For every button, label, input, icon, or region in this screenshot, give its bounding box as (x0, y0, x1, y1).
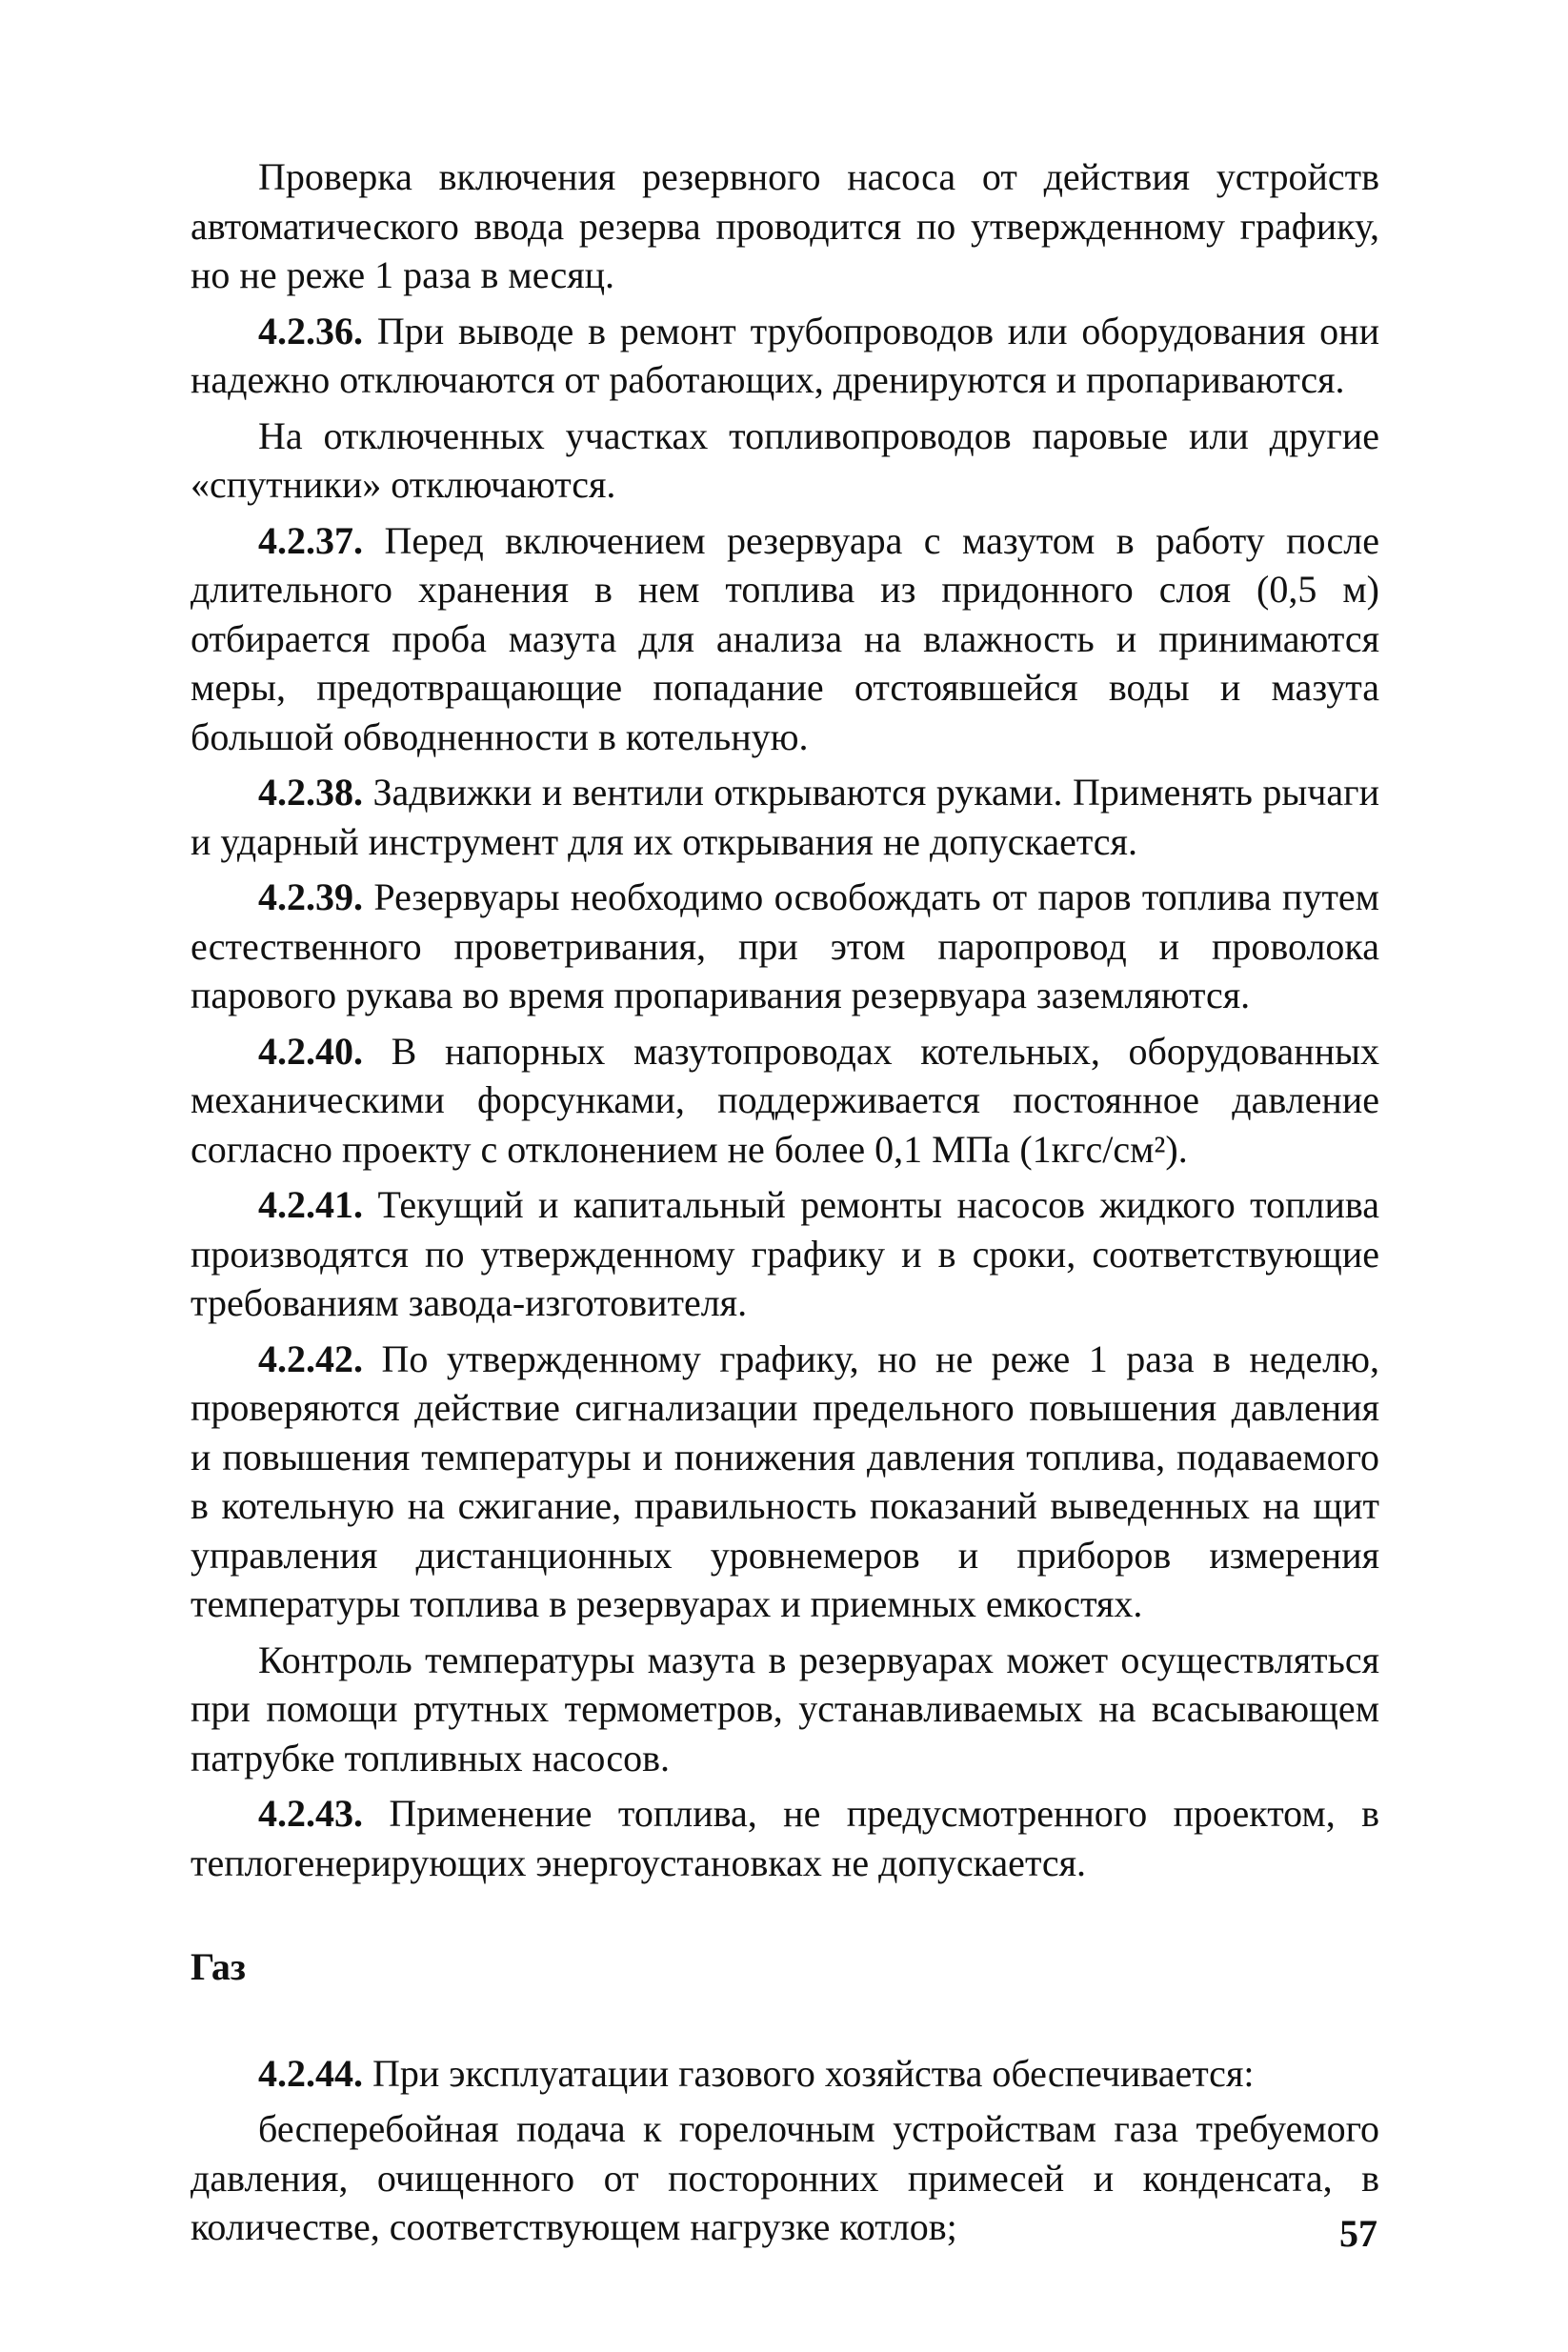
paragraph-4-2-41 (191, 1180, 1379, 1328)
paragraph-4-2-39 (191, 873, 1379, 1020)
paragraph-text: Применение топлива, не предусмотренного проектом, в теплогенерирующих энергоустановках не допускается. (191, 1792, 1379, 1884)
paragraph-text: При выводе в ремонт трубопроводов или оборудования они надежно отключаются от работающих, дренируются и пропариваются. (191, 309, 1379, 401)
clause-number: 4.2.37. (258, 518, 363, 562)
section-heading-gas: Газ (191, 1945, 247, 1988)
paragraph-gas-supply (191, 2104, 1379, 2252)
clause-number: 4.2.44. (258, 2051, 363, 2095)
paragraph-4-2-44 (191, 2049, 1379, 2099)
text-block-before-heading (191, 152, 1379, 1887)
paragraph-text: При эксплуатации газового хозяйства обеспечивается: (363, 2051, 1255, 2095)
clause-number: 4.2.36. (258, 309, 363, 352)
paragraph-4-2-42 (191, 1335, 1379, 1629)
clause-number: 4.2.41. (258, 1183, 363, 1226)
paragraph-text: Проверка включения резервного насоса от действия устройств автоматического ввода резерва проводится по утвержденному графику, но не реже 1 раза в месяц. (191, 155, 1379, 296)
paragraph-4-2-36 (191, 307, 1379, 405)
paragraph-4-2-37 (191, 516, 1379, 762)
paragraph-text: бесперебойная подача к горелочным устройствам газа требуемого давления, очищенного от посторонних примесей и конденсата, в количестве, соответствующем нагрузке котлов; (191, 2107, 1379, 2248)
clause-number: 4.2.43. (258, 1792, 363, 1835)
paragraph-text: В напорных мазутопроводах котельных, оборудованных механическими форсунками, поддерживается постоянное давление согласно проекту с отклонением не более 0,1 МПа (1кгс/см²). (191, 1029, 1379, 1171)
clause-number: 4.2.38. (258, 771, 363, 814)
paragraph-text: Текущий и капитальный ремонты насосов жидкого топлива производятся по утвержденному графику и в сроки, соответствующие требованиям завода-изготовителя. (191, 1183, 1379, 1324)
paragraph-text: Задвижки и вентили открываются руками. Применять рычаги и ударный инструмент для их открывания не допускается. (191, 771, 1379, 863)
document-page (191, 152, 1379, 2259)
paragraph-4-2-43 (191, 1789, 1379, 1887)
paragraph-text: Перед включением резервуара с мазутом в работу после длительного хранения в нем топлива из придонного слоя (0,5 м) отбирается проба мазута для анализа на влажность и принимаются меры, предотвращающие попадание отстоявшейся воды и мазута большой обводненности в котельную. (191, 518, 1379, 758)
paragraph-text: Резервуары необходимо освобождать от паров топлива путем естественного проветривания, при этом паропровод и проволока парового рукава во время пропаривания резервуара заземляются. (191, 875, 1379, 1016)
paragraph-temperature-control (191, 1636, 1379, 1783)
paragraph-satellites (191, 412, 1379, 510)
text-block-after-heading (191, 2049, 1379, 2252)
paragraph-pump-check (191, 152, 1379, 300)
page-number: 57 (1339, 2212, 1377, 2255)
paragraph-4-2-38 (191, 768, 1379, 866)
clause-number: 4.2.42. (258, 1337, 363, 1380)
clause-number: 4.2.39. (258, 875, 363, 918)
paragraph-text: По утвержденному графику, но не реже 1 раза в неделю, проверяются действие сигнализации предельного повышения давления и повышения температуры и понижения давления топлива, подаваемого в котельную на сжигание, правильность показаний выведенных на щит управления дистанционных уровнемеров и приборов измерения температуры топлива в резервуарах и приемных емкостях. (191, 1337, 1379, 1625)
paragraph-4-2-40 (191, 1027, 1379, 1175)
paragraph-text: Контроль температуры мазута в резервуарах может осуществляться при помощи ртутных термометров, устанавливаемых на всасывающем патрубке топливных насосов. (191, 1638, 1379, 1779)
paragraph-text: На отключенных участках топливопроводов паровые или другие «спутники» отключаются. (191, 413, 1379, 506)
clause-number: 4.2.40. (258, 1029, 363, 1073)
